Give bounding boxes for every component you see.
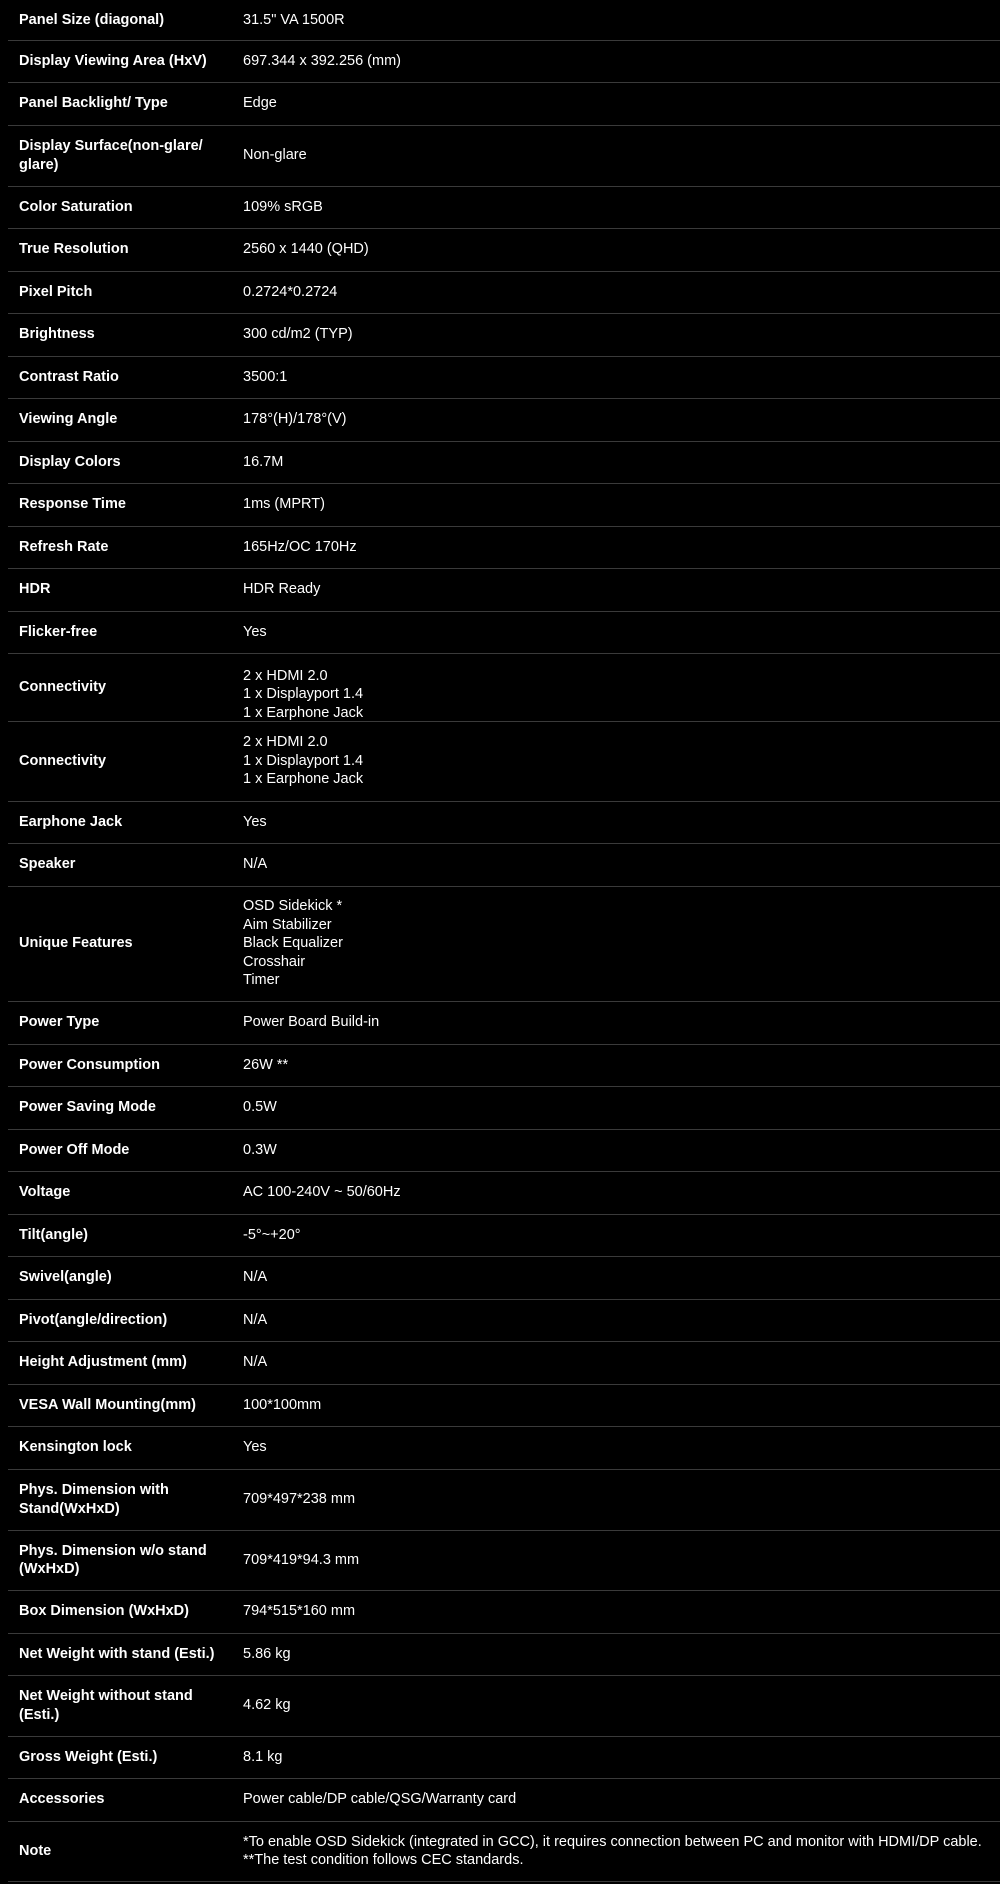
spec-value-line: Non-glare (243, 147, 307, 164)
spec-row (8, 125, 1000, 186)
spec-value (243, 313, 1000, 356)
spec-label: Brightness (8, 313, 243, 356)
spec-value (243, 1469, 1000, 1530)
spec-label: Display Viewing Area (HxV) (8, 40, 243, 82)
spec-value-line: 26W ** (243, 1056, 289, 1073)
spec-value (243, 721, 1000, 801)
spec-value-line: Power Board Build-in (243, 1014, 380, 1031)
spec-value-line: 794*515*160 mm (243, 1603, 356, 1620)
spec-row (8, 186, 1000, 228)
spec-row (8, 40, 1000, 82)
spec-value (243, 526, 1000, 568)
spec-value-line: 8.1 kg (243, 1748, 283, 1765)
spec-row (8, 526, 1000, 568)
spec-value (243, 82, 1000, 125)
spec-label: Phys. Dimension w/o stand (WxHxD) (8, 1530, 243, 1590)
spec-value-line: 178°(H)/178°(V) (243, 411, 347, 428)
spec-value-line: N/A (243, 1311, 268, 1328)
spec-value-line: 709*497*238 mm (243, 1491, 356, 1508)
spec-value (243, 398, 1000, 441)
spec-label: VESA Wall Mounting(mm) (8, 1384, 243, 1426)
spec-value-line: 709*419*94.3 mm (243, 1551, 360, 1568)
spec-row (8, 1590, 1000, 1633)
spec-value (243, 1736, 1000, 1778)
spec-value (243, 483, 1000, 526)
spec-row (8, 1299, 1000, 1341)
spec-value-line: 5.86 kg (243, 1645, 291, 1662)
spec-value-line: 1 x Earphone Jack (243, 704, 364, 721)
spec-row (8, 721, 1000, 801)
spec-value (243, 1129, 1000, 1171)
spec-value-line: Aim Stabilizer (243, 916, 332, 933)
spec-row (8, 611, 1000, 653)
spec-value-line: 0.2724*0.2724 (243, 283, 338, 300)
spec-label: Note (8, 1821, 243, 1881)
spec-value-clip (243, 663, 992, 721)
spec-value (243, 1384, 1000, 1426)
spec-value-line: Edge (243, 95, 277, 112)
spec-row (8, 1171, 1000, 1214)
spec-value-line: HDR Ready (243, 581, 321, 598)
spec-label: Contrast Ratio (8, 356, 243, 398)
spec-row (8, 313, 1000, 356)
spec-value-line: Power cable/DP cable/QSG/Warranty card (243, 1791, 517, 1808)
spec-value-line: 109% sRGB (243, 198, 323, 215)
spec-value-line: 697.344 x 392.256 (mm) (243, 52, 401, 69)
spec-value (243, 186, 1000, 228)
spec-row (8, 483, 1000, 526)
spec-label: Voltage (8, 1171, 243, 1214)
spec-row (8, 1821, 1000, 1881)
spec-label: Earphone Jack (8, 801, 243, 843)
spec-value (243, 271, 1000, 313)
spec-value (243, 801, 1000, 843)
spec-row (8, 271, 1000, 313)
spec-row (8, 1633, 1000, 1675)
spec-row (8, 1778, 1000, 1821)
spec-row (8, 356, 1000, 398)
spec-value (243, 1821, 1000, 1881)
spec-value-line: **The test condition follows CEC standards. (243, 1852, 524, 1868)
spec-label: Power Type (8, 1001, 243, 1044)
spec-value-line: 1 x Displayport 1.4 (243, 752, 364, 769)
spec-row (8, 1530, 1000, 1590)
spec-label: Viewing Angle (8, 398, 243, 441)
spec-value (243, 1633, 1000, 1675)
spec-value-line: N/A (243, 1269, 268, 1286)
spec-value-line: OSD Sidekick * (243, 898, 343, 915)
spec-label: Net Weight with stand (Esti.) (8, 1633, 243, 1675)
spec-value-line: N/A (243, 856, 268, 873)
spec-row (8, 1469, 1000, 1530)
spec-value-line: 0.3W (243, 1141, 277, 1158)
spec-row (8, 843, 1000, 886)
spec-row (8, 398, 1000, 441)
spec-label: Height Adjustment (mm) (8, 1341, 243, 1384)
spec-value-line: 1 x Earphone Jack (243, 771, 364, 788)
spec-value-line: 0.5W (243, 1099, 277, 1116)
spec-row (8, 1001, 1000, 1044)
spec-value (243, 1530, 1000, 1590)
spec-label: Refresh Rate (8, 526, 243, 568)
spec-row (8, 82, 1000, 125)
spec-label: Speaker (8, 843, 243, 886)
spec-value (243, 1299, 1000, 1341)
spec-label: Power Consumption (8, 1044, 243, 1086)
spec-row (8, 1086, 1000, 1129)
spec-value-line: 2 x HDMI 2.0 (243, 667, 328, 684)
spec-row (8, 1675, 1000, 1736)
spec-value-line: Crosshair (243, 953, 306, 970)
spec-value-line: Yes (243, 623, 267, 640)
specifications-body (8, 0, 1000, 1881)
spec-value-line: 4.62 kg (243, 1697, 291, 1714)
spec-value (243, 1171, 1000, 1214)
spec-label: Connectivity (8, 653, 243, 721)
spec-label: HDR (8, 568, 243, 611)
spec-label: Pixel Pitch (8, 271, 243, 313)
spec-value (243, 1341, 1000, 1384)
spec-row (8, 0, 1000, 40)
spec-value-line: 16.7M (243, 453, 284, 470)
spec-label: Kensington lock (8, 1426, 243, 1469)
spec-value-line: 100*100mm (243, 1396, 322, 1413)
spec-value (243, 1590, 1000, 1633)
spec-label: Panel Backlight/ Type (8, 82, 243, 125)
spec-value-line: 1 x Displayport 1.4 (243, 686, 364, 702)
spec-label: Display Colors (8, 441, 243, 483)
spec-label: Display Surface(non-glare/ glare) (8, 125, 243, 186)
spec-label: Power Saving Mode (8, 1086, 243, 1129)
spec-value-line: 300 cd/m2 (TYP) (243, 326, 353, 343)
spec-row (8, 568, 1000, 611)
spec-value-line: Yes (243, 1439, 267, 1456)
spec-row (8, 1736, 1000, 1778)
spec-row (8, 1044, 1000, 1086)
spec-row (8, 228, 1000, 271)
spec-value-line: 31.5" VA 1500R (243, 11, 345, 28)
spec-value-line: 2560 x 1440 (QHD) (243, 241, 369, 258)
spec-value (243, 40, 1000, 82)
spec-label: Unique Features (8, 886, 243, 1001)
spec-label: True Resolution (8, 228, 243, 271)
spec-value (243, 886, 1000, 1001)
spec-value (243, 356, 1000, 398)
spec-label: Net Weight without stand (Esti.) (8, 1675, 243, 1736)
spec-value (243, 843, 1000, 886)
spec-value-line: 3500:1 (243, 368, 288, 385)
spec-label: Panel Size (diagonal) (8, 0, 243, 40)
spec-row (8, 441, 1000, 483)
spec-label: Response Time (8, 483, 243, 526)
spec-value-line: Yes (243, 813, 267, 830)
spec-value (243, 611, 1000, 653)
spec-value (243, 568, 1000, 611)
spec-value (243, 1001, 1000, 1044)
spec-label: Power Off Mode (8, 1129, 243, 1171)
spec-row (8, 653, 1000, 721)
spec-row (8, 1214, 1000, 1256)
spec-label: Swivel(angle) (8, 1256, 243, 1299)
spec-row (8, 1256, 1000, 1299)
spec-label: Phys. Dimension with Stand(WxHxD) (8, 1469, 243, 1530)
spec-value-line: Timer (243, 972, 280, 989)
spec-row (8, 1129, 1000, 1171)
spec-value-line: -5°~+20° (243, 1226, 301, 1243)
spec-value (243, 1256, 1000, 1299)
spec-value-line: N/A (243, 1354, 268, 1371)
spec-value (243, 1086, 1000, 1129)
spec-row (8, 1341, 1000, 1384)
spec-value (243, 228, 1000, 271)
spec-value (243, 0, 1000, 40)
spec-value (243, 653, 1000, 721)
spec-row (8, 886, 1000, 1001)
spec-row (8, 1426, 1000, 1469)
spec-value (243, 1044, 1000, 1086)
spec-value-line: AC 100-240V ~ 50/60Hz (243, 1184, 401, 1201)
spec-value (243, 1426, 1000, 1469)
spec-value-line: 2 x HDMI 2.0 (243, 734, 328, 751)
spec-value-line: Black Equalizer (243, 935, 343, 952)
spec-label: Gross Weight (Esti.) (8, 1736, 243, 1778)
spec-row (8, 1384, 1000, 1426)
spec-row (8, 801, 1000, 843)
spec-label: Box Dimension (WxHxD) (8, 1590, 243, 1633)
spec-label: Pivot(angle/direction) (8, 1299, 243, 1341)
spec-label: Flicker-free (8, 611, 243, 653)
spec-value-line: 1ms (MPRT) (243, 496, 325, 513)
spec-label: Tilt(angle) (8, 1214, 243, 1256)
spec-value (243, 125, 1000, 186)
spec-value (243, 1778, 1000, 1821)
spec-value (243, 441, 1000, 483)
spec-value (243, 1675, 1000, 1736)
spec-label: Color Saturation (8, 186, 243, 228)
specifications-table (8, 0, 1000, 1882)
spec-label: Connectivity (8, 721, 243, 801)
spec-value (243, 1214, 1000, 1256)
spec-value-line: *To enable OSD Sidekick (integrated in GCC), it requires connection between PC and monitor with HDMI/DP cable. (243, 1833, 982, 1850)
spec-label: Accessories (8, 1778, 243, 1821)
spec-value-line: 165Hz/OC 170Hz (243, 538, 357, 555)
